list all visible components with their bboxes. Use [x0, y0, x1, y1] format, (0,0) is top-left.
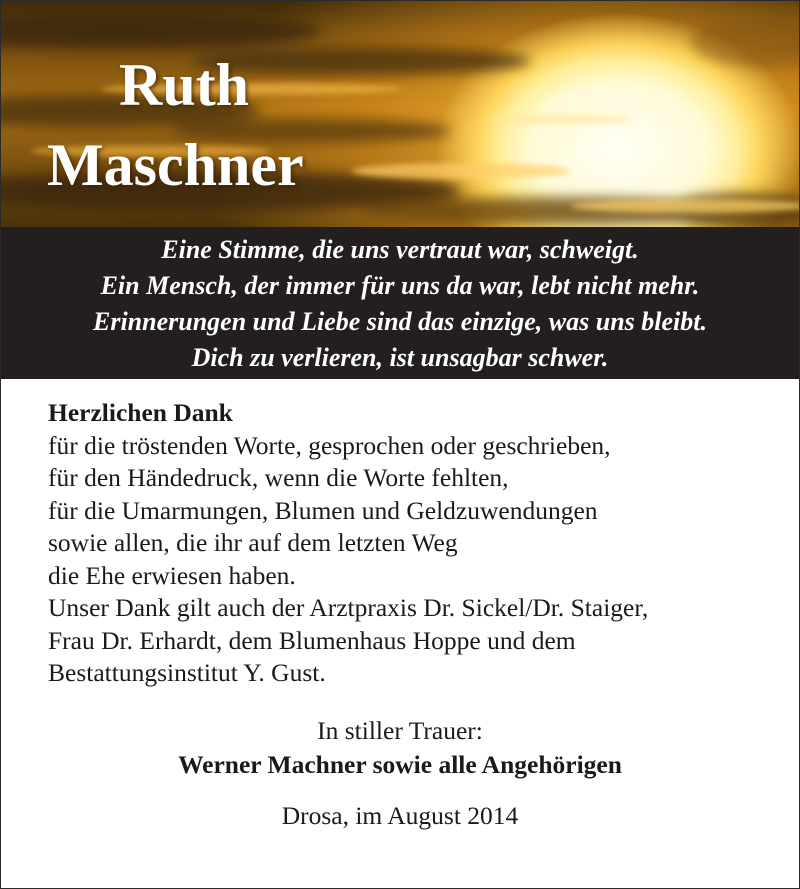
verse-line: Ein Mensch, der immer für uns da war, lebt nicht mehr. — [100, 271, 700, 300]
thanks-headline: Herzlichen Dank — [48, 398, 233, 427]
deceased-last-name: Maschner — [47, 132, 304, 198]
closing-block — [1, 714, 799, 782]
verse-line: Eine Stimme, die uns vertraut war, schweigt. — [161, 235, 639, 264]
memorial-verse — [1, 227, 799, 379]
sunset-image — [1, 1, 799, 227]
thanks-line: sowie allen, die ihr auf dem letzten Weg — [48, 528, 458, 557]
thanks-line: die Ehe erwiesen haben. — [48, 560, 296, 590]
signatories: Werner Machner sowie alle Angehörigen — [178, 749, 622, 779]
thanks-line: Frau Dr. Erhardt, dem Blumenhaus Hoppe und dem — [48, 625, 576, 655]
thanks-text — [1, 379, 799, 690]
thanks-line: für die tröstenden Worte, gesprochen oder geschrieben, — [48, 430, 611, 460]
verse-line: Erinnerungen und Liebe sind das einzige, was uns bleibt. — [92, 307, 708, 336]
verse-line: Dich zu verlieren, ist unsagbar schwer. — [191, 343, 609, 372]
deceased-first-name: Ruth — [119, 52, 250, 118]
place-date: Drosa, im August 2014 — [281, 800, 519, 830]
mourning-line: In stiller Trauer: — [317, 715, 483, 745]
thanks-line: Bestattungsinstitut Y. Gust. — [48, 658, 326, 687]
thanks-line: Unser Dank gilt auch der Arztpraxis Dr. Sickel/Dr. Staiger, — [48, 593, 649, 622]
thanks-line: für den Händedruck, wenn die Worte fehlten, — [48, 463, 509, 492]
thanks-line: für die Umarmungen, Blumen und Geldzuwendungen — [48, 495, 598, 525]
